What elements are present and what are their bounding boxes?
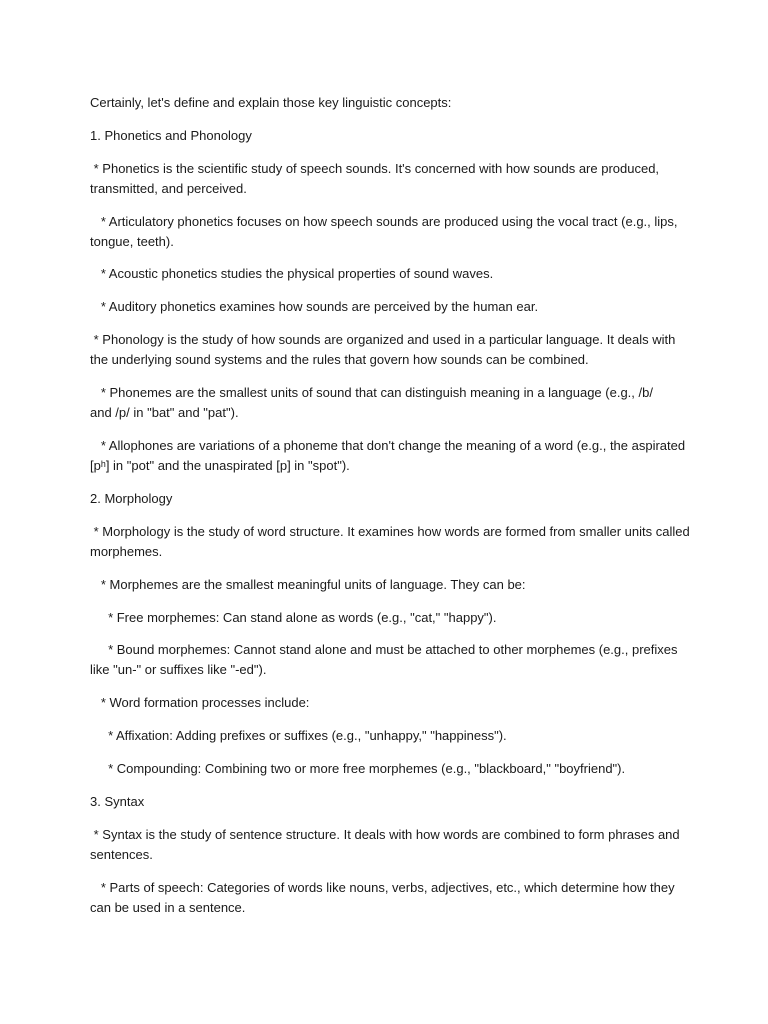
intro-text: Certainly, let's define and explain those key linguistic concepts: [90, 95, 452, 110]
auditory-paragraph: * Auditory phonetics examines how sounds are perceived by the human ear. [90, 299, 539, 314]
parts-of-speech-paragraph: * Parts of speech: Categories of words like nouns, verbs, adjectives, etc., which determine how they can be used in a sentence. [90, 880, 679, 915]
articulatory-paragraph: * Articulatory phonetics focuses on how speech sounds are produced using the vocal tract (e.g., lips, tongue, teeth). [90, 214, 682, 249]
bound-morphemes-paragraph: * Bound morphemes: Cannot stand alone and must be attached to other morphemes (e.g., prefixes like "un-" or suffixes like "-ed"). [90, 642, 682, 677]
affixation-paragraph: * Affixation: Adding prefixes or suffixes (e.g., "unhappy," "happiness"). [90, 728, 507, 743]
section-heading-syntax: 3. Syntax [90, 794, 145, 809]
section-heading-phonetics-phonology: 1. Phonetics and Phonology [90, 128, 252, 143]
phonemes-paragraph-line1: * Phonemes are the smallest units of sound that can distinguish meaning in a language (e.g., /b/ [90, 385, 653, 400]
phonetics-paragraph: * Phonetics is the scientific study of speech sounds. It's concerned with how sounds are produced, transmitted, and perceived. [90, 161, 663, 196]
allophones-paragraph: * Allophones are variations of a phoneme that don't change the meaning of a word (e.g., the aspirated [pʰ] in "pot" and the unaspirated [p] in "spot"). [90, 438, 689, 473]
phonology-paragraph: * Phonology is the study of how sounds are organized and used in a particular language. It deals with the underlying sound systems and the rules that govern how sounds can be combined. [90, 332, 680, 367]
acoustic-paragraph: * Acoustic phonetics studies the physical properties of sound waves. [90, 266, 494, 281]
compounding-paragraph: * Compounding: Combining two or more free morphemes (e.g., "blackboard," "boyfriend"). [90, 761, 626, 776]
morphology-paragraph: * Morphology is the study of word structure. It examines how words are formed from smaller units called morphemes. [90, 524, 694, 559]
morphemes-paragraph: * Morphemes are the smallest meaningful units of language. They can be: [90, 577, 526, 592]
free-morphemes-paragraph: * Free morphemes: Can stand alone as words (e.g., "cat," "happy"). [90, 610, 497, 625]
phonemes-paragraph-line2: and /p/ in "bat" and "pat"). [90, 405, 239, 420]
word-formation-paragraph: * Word formation processes include: [90, 695, 310, 710]
syntax-paragraph: * Syntax is the study of sentence structure. It deals with how words are combined to form phrases and sentences. [90, 827, 684, 862]
section-heading-morphology: 2. Morphology [90, 491, 173, 506]
